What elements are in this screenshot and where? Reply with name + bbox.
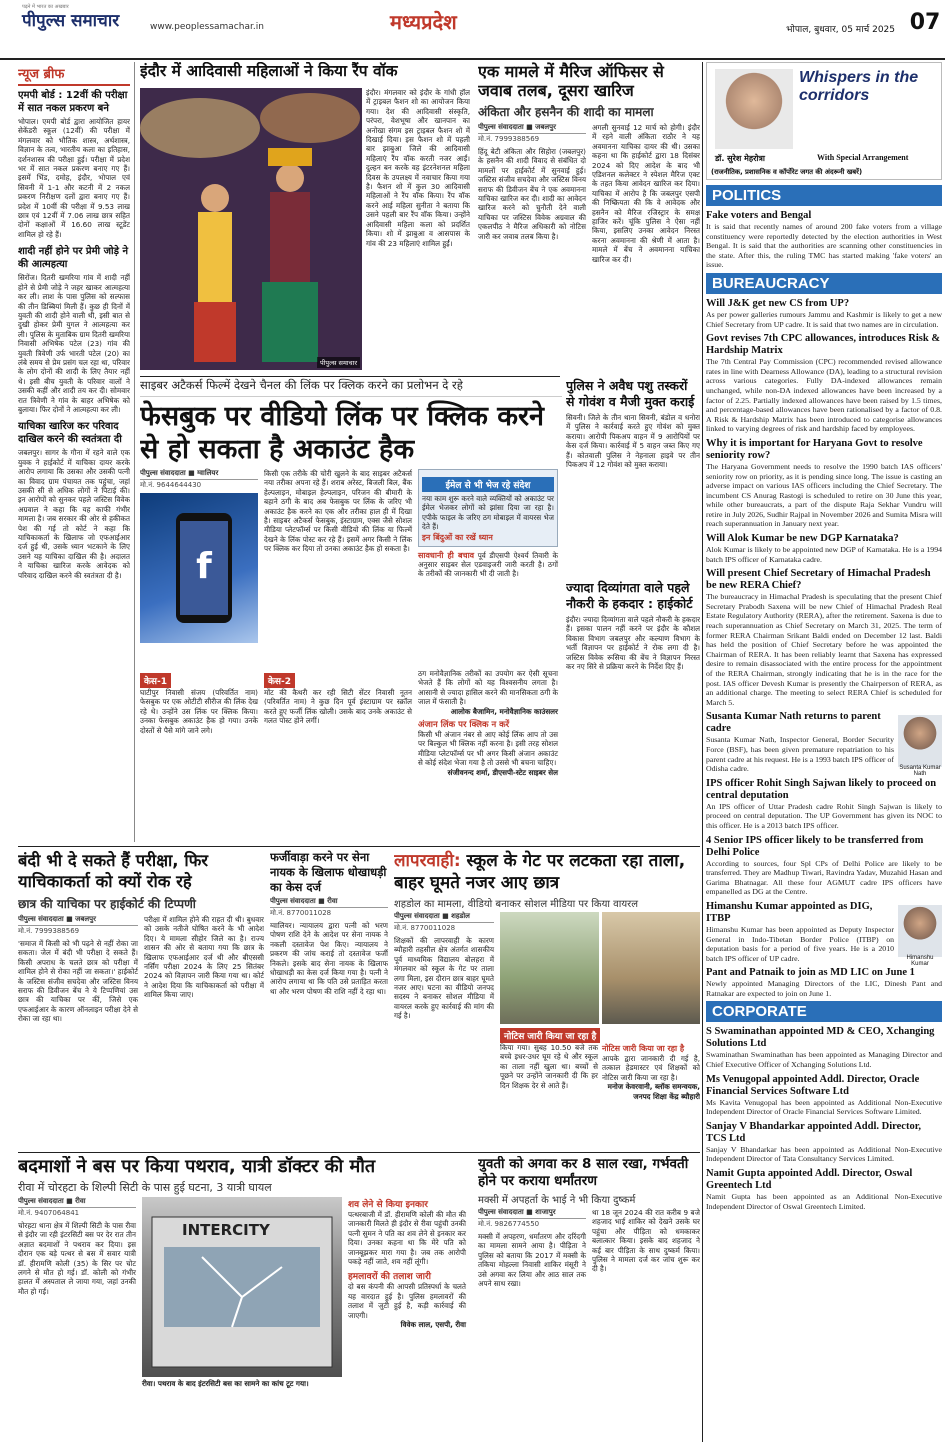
columnist-name: डॉ. सुरेश मेहरोत्रा	[715, 154, 765, 163]
mobile-number: मो.नं. 7999388569	[478, 135, 540, 143]
whisper-body: Newly appointed Managing Directors of the LIC, Dinesh Pant and Ratnakar are expected to join on June 1.	[706, 979, 942, 998]
byline: पीपुल्स संवाददाता ■ शाजापुर	[478, 1208, 586, 1219]
brief-headline: याचिका खारिज कर परिवाद दाखिल करने की स्वतंत्रता दी	[18, 421, 122, 446]
byline: पीपुल्स संवाददाता ■ शहडोल	[394, 912, 494, 923]
brief-body: भोपाल। एमपी बोर्ड द्वारा आयोजित हायर सेकेंडरी स्कूल (12वीं) की परीक्षा में मंगलवार को भौतिक शास्त्र, अर्थशास्त्र, विज्ञान के तत्व, भारतीय कला का इतिहास, दर्शनशास्त्र की परीक्षा हुई। परीक्षा में प्रदेश भर में सात नकल प्रकरण बनाए गए हैं। इसमें भिंड, दमोह, इंदौर, भोपाल एवं सिवनी में 1-1 और कटनी में 2 नकल प्रकरण निरीक्षण दलों द्वारा बनाए गए हैं। प्रदेश में 10वीं की परीक्षा में 9.53 लाख छात्र एवं 12वीं में 7.06 लाख छात्र सहित दोनों कक्षाओं में 16.60 लाख स्टूडेंट शामिल हो रहे हैं।	[18, 117, 130, 239]
whispers-subtitle: (राजनीतिक, प्रशासनिक व कॉर्पोरेट जगत की अंदरूनी खबरें)	[711, 168, 863, 176]
abduct-subhead: मक्सी में अपहर्ता के भाई ने भी किया दुष्कर्म	[478, 1195, 636, 1206]
quote-1: ठग मनोवैज्ञानिक तरीकों का उपयोग कर ऐसी सूचना भेजते हैं कि लोगों को यह विश्वसनीय लगता है। आसानी से ज्यादा हासिल करने की मानसिकता ठगी के जाल में फंसाती है।	[418, 669, 558, 707]
search-name: विवेक लाल, एसपी, रीवा	[400, 1320, 466, 1330]
caution-label: सावधानी ही बचाव	[418, 550, 475, 560]
brief-item	[18, 89, 130, 239]
whisper-headline: IPS officer Rohit Singh Sajwan likely to proceed on central deputation	[706, 777, 937, 801]
case-1	[140, 669, 258, 777]
cattle-body: सिवनी। जिले के तीन थाना सिवनी, बंडोल व धनोरा में पुलिस ने कार्रवाई करते हुए गोवंश को मुक्त कराया। आरोपी पिकअप वाहन में 9 आरोपियों पर केस दर्ज किया। कार्रवाई में 5 वाहन जब्त किए गए हैं। कोतवाली पुलिस ने नेहनाला हाइवे पर तीन पिकअप में 12 गोवंश को मुक्त कराया।	[566, 413, 700, 470]
byline: पीपुल्स संवाददाता ■ रीवा	[18, 1197, 136, 1208]
email-alert-title: ईमेल से भी भेज रहे संदेश	[422, 477, 554, 492]
whisper-body: Himanshu Kumar has been appointed as Deputy Inspector General in Indo-Tibetan Border Police (ITBP) on deputation basis for a period of five years. He is a 2010 batch IPS officer of UP cadre.	[706, 924, 894, 963]
whisper-body: Susanta Kumar Nath, Inspector General, Border Security Force (BSF), has been given premature repatriation to his parent cadre at his request. He is a 1993 batch IPS officer of Odisha cadre.	[706, 735, 894, 774]
arrangement-label: With Special Arrangement	[817, 153, 909, 162]
brief-headline: शादी नहीं होने पर प्रेमी जोड़े ने की आत्महत्या	[18, 246, 129, 271]
bureaucracy-band: BUREAUCRACY	[706, 273, 942, 294]
facebook-phone-photo	[140, 493, 258, 643]
students-photo	[602, 912, 701, 1024]
whisper-body: It is said that recently names of around 200 fake voters from a village constituency were reportedly detected by the election authorities in West Bengal. It is said that the authorities are scanning other constituencies in the state. After this, the ruling TMC has started making 'fake voters' an issue.	[706, 222, 942, 270]
right-column-content	[706, 182, 942, 1442]
school-body-1: शिक्षकों की लापरवाही के कारण ब्यौहारी तहसील क्षेत्र अंतर्गत शासकीय पूर्व माध्यमिक विद्यालय बोलहरा में मंगलवार को स्कूल के गेट पर ताला लगा मिला, इस दौरान छात्र बाहर घूमते नजर आए। घटना का वीडियो जनपद सदस्य ने बनाकर सोशल मीडिया में वायरल करके हुए कार्रवाई की मांग की गई है।	[394, 936, 494, 1021]
email-alert-box	[418, 469, 558, 547]
dateline: भोपाल, बुधवार, 05 मार्च 2025	[786, 25, 895, 35]
fraud-headline: फर्जीवाड़ा करने पर सेना नायक के खिलाफ धोखाधड़ी का केस दर्ज	[270, 850, 387, 894]
school-body-2: किया गया। सुबह 10.50 बजे तक बच्चे इधर-उधर घूम रहे थे और स्कूल का ताला नहीं खुला था। बच्चों से पूछने पर उन्होंने जानकारी दी कि हर दिन शिक्षक देर से आते हैं।	[500, 1043, 598, 1090]
ramp-walk-illustration	[140, 88, 362, 370]
bus-photo-caption: रीवा। पथराव के बाद इंटरसिटी बस का सामने का कांच टूट गया।	[142, 1379, 309, 1388]
masthead	[0, 0, 945, 60]
brand-tagline: पढ़ने में भारत का अखबार	[22, 4, 69, 10]
whisper-headline: Govt revises 7th CPC allowances, introduces Risk & Hardship Matrix	[706, 333, 941, 357]
svg-text:f: f	[196, 546, 212, 587]
search-body: दो बस कंपनी की आपसी प्रतिस्पर्धा के चलते यह वारदात हुई है। पुलिस हमलावरों की तलाश में जुटी हुई है, कड़ी कार्रवाई की जाएगी।	[348, 1282, 466, 1320]
bus-story	[18, 1156, 472, 1442]
email-alert-body: नया काम शुरू करने वाले व्यक्तियों को अकाउंट पर ईमेल भेजकर लोगों को झांसा दिया जा रहा है। एपीके फाइल के जरिए ठग मोबाइल में वायरस भेज देते हैं।	[422, 494, 554, 532]
whisper-item	[706, 835, 942, 897]
whisper-item	[706, 711, 942, 778]
jobs-story	[566, 580, 700, 842]
section-title: मध्यप्रदेश	[390, 10, 457, 34]
whisper-body: The Haryana Government needs to resolve the 1990 batch IAS officers' seniority row on priority, as it is pending since long. The issue is casting an adverse impact on various IAS officers including the Chief Secretary. The incumbent CS Anurag Rastogi is scheduled to retire on 30 June this year, while other bureaucrats, a part of the dispute Raja Sekhar Vundru will retire in July 2026, Sudhir Rajpal in November 2026 and Sumita Misra will reach superannuation in January next year.	[706, 461, 942, 529]
quote-2: किसी भी अंजान नंबर से आए कोई लिंक आप तो उस पर बिल्कुल भी क्लिक नहीं करना है। इसी तरह सोशल मीडिया प्लेटफॉर्म्स पर भी अगर किसी अंजान अकाउंट से कोई संदेश भेजा गया है तो उससे भी बचना चाहिए।	[418, 730, 558, 768]
case-1-body: घाटीपुर निवासी संजय (परिवर्तित नाम) फेसबुक पर एक ओटीटी सीरीज की लिंक देख रहे थे। उन्होंने उस लिंक पर क्लिक किया। उनका फेसबुक अकाउंट हैक हो गया। उनके दोस्तों से पैसे मांगे जाने लगे।	[140, 688, 258, 735]
whisper-headline: Why it is important for Haryana Govt to resolve seniority row?	[706, 437, 923, 461]
exam-body-1: 'समाज में किसी को भी पढ़ने से नहीं रोका जा सकता। जेल में बंदी भी परीक्षा दे सकते हैं। किसी अपराध के चलते छात्र को परीक्षा में शामिल होने से रोका नहीं जा सकता।' हाईकोर्ट के जस्टिस संजीव सचदेवा और जस्टिस विनय सराफ की डिवीजन बेंच ने ये टिप्पणियां उस छात्र की याचिका पर कीं, जिसे एक एफआईआर के कारण ऑनलाइन परीक्षा देने से रोका जा रहा था।	[18, 939, 138, 1024]
facebook-kicker: साइबर अटैकर्स फिल्में देखने चैनल की लिंक पर क्लिक करने का प्रलोभन दे रहे	[140, 378, 562, 397]
facebook-story	[140, 378, 562, 844]
marriage-headline: एक मामले में मैरिज ऑफिसर से जवाब तलब, दूसरा खारिज	[478, 62, 664, 100]
bus-headline: बदमाशों ने बस पर किया पथराव, यात्री डॉक्टर की मौत	[18, 1156, 376, 1177]
whisper-headline: Will Alok Kumar be new DGP Karnataka?	[706, 533, 899, 545]
mobile-number: मो.नं. 9407064841	[18, 1209, 80, 1217]
news-brief-column	[18, 64, 130, 844]
school-headline-block	[394, 850, 700, 894]
ramp-body: इंदौर। मंगलवार को इंदौर के गांधी हॉल में ट्राइबल फैशन शो का आयोजन किया गया। देश की आदिवासी संस्कृति, परंपरा, वेशभूषा और खानपान का अनोखा संगम इस ट्राइबल फैशन शो में दिखाई दिया। इस फैशन शो में पहली बार झाबुआ जिले की आदिवासी महिलाएं रैंप वॉक करती नजर आईं। दुल्हन बन करके वह इंटरनेशनल महिला दिवस के उपलक्ष्य में नवाचार किया गया है। फैशन शो में कुल 30 आदिवासी महिलाओं ने रैंप वॉक किया। रैंप वॉक करने आई महिला सुनीता ने बताया कि उसने पहली बार रैंप वॉक किया। उन्होंने आदिवासी महिला कला को प्रदर्शित किया। शो में झाबुआ व आसपास के गांव की 23 महिलाएं शामिल हुईं।	[366, 88, 470, 248]
whisper-body: Swaminathan Swaminathan has been appointed as Managing Director and Chief Executive Officer of Xchanging Solutions Ltd.	[706, 1050, 942, 1070]
whisper-item	[706, 1168, 942, 1211]
whisper-headline: Will J&K get new CS from UP?	[706, 297, 850, 309]
whisper-headline: Sanjay V Bhandarkar appointed Addl. Director, TCS Ltd	[706, 1120, 922, 1144]
school-kicker: लापरवाही:	[394, 851, 461, 871]
facebook-body: किसी एक तरीके की चोरी खुलने के बाद साइबर अटैकर्स नया तरीका अपना रहे हैं। शराब अरेस्ट, बिजली बिल, बैंक हेल्पलाइन, मोबाइल हेल्पलाइन, परिजन की बीमारी के बहाने ठगी के बाद अब फेसबुक पर लिंक के जरिए भी अकाउंट हैक करने का एक और तरीका हाल ही में दिखा है। साइबर अटैकर्स फेसबुक, इंस्टाग्राम, एक्स जैसे सोशल मीडिया प्लेटफॉर्म्स पर किसी वीडियो की लिंक या फिल्में देखने के लिंक पोस्ट कर रहे हैं। इसमें अगर किसी ने लिंक पर क्लिक कर दिया तो उनका अकाउंट हैक हो सकता है।	[264, 469, 412, 554]
whisper-item	[706, 533, 942, 564]
corporate-band: CORPORATE	[706, 1001, 942, 1022]
school-photo-caption: नोटिस जारी किया जा रहा है	[500, 1028, 600, 1043]
search-title: हमलावरों की तलाश जारी	[348, 1272, 431, 1283]
politics-list	[706, 210, 942, 270]
school-photos	[500, 912, 700, 1024]
jobs-headline: ज्यादा दिव्यांगता वाले पहले नौकरी के हकदार : हाईकोर्ट	[566, 580, 693, 611]
exam-subhead: छात्र की याचिका पर हाईकोर्ट की टिप्पणी	[18, 897, 196, 911]
whisper-body: According to sources, four Spl CPs of Delhi Police are likely to be transferred. They are Madhup Tiwari, Ravindra Yadav, Muzahid Hasan and Garima Bhatnagar. All these four AGMUT cadre IPS officers have empanelled as DG at the Centre.	[706, 858, 942, 897]
school-gate-photo	[500, 912, 599, 1024]
brand-logo: पीपुल्स समाचार	[22, 11, 120, 31]
ramp-headline: इंदौर में आदिवासी महिलाओं ने किया रैंप वॉक	[140, 62, 398, 80]
byline: पीपुल्स संवाददाता ■ जबलपुर	[478, 123, 586, 134]
whisper-body: Sanjay V Bhandarkar has been appointed as Additional Non-Executive Independent Director of Tata Consultancy Services Limited.	[706, 1144, 942, 1164]
whisper-item	[706, 900, 942, 967]
exam-story	[18, 850, 264, 1150]
mobile-number: मो.नं. 9644644430	[140, 481, 202, 489]
whisper-body: An IPS officer of Uttar Pradesh cadre Rohit Singh Sajwan is likely to proceed on central deputation. The UP Government has given its NOC to this officer. He is a 2013 batch IPS officer.	[706, 801, 942, 830]
photo-credit: पीपुल्स समाचार	[317, 357, 360, 368]
whisper-body: Namit Gupta has been appointed as an Additional Non-Executive Independent Director of Oswal Greentech Limited.	[706, 1192, 942, 1211]
jobs-body: इंदौर। ज्यादा दिव्यांगता वाले पहले नौकरी के हकदार हैं। इसका पालन नहीं करने पर इंदौर के कौशल विकास विभाग जबलपुर और कल्याण विभाग के भर्ती विज्ञापन पर हाईकोर्ट ने रोक लगा दी है। जस्टिस विवेक रूसिया की बेंच ने विज्ञापन निरस्त कर नए सिरे से प्रक्रिया करने के निर्देश दिए हैं।	[566, 615, 700, 672]
whisper-headline: Pant and Patnaik to join as MD LIC on June 1	[706, 967, 915, 979]
facebook-headline: फेसबुक पर वीडियो लिंक पर क्लिक करने से हो सकता है अकाउंट हैक	[140, 401, 545, 465]
site-url[interactable]: www.peoplessamachar.in	[150, 22, 264, 32]
whisper-item	[706, 298, 942, 329]
news-brief-title: न्यूज ब्रीफ	[18, 64, 130, 86]
quote-1-name: आलोक बैजामिन, मनोवैज्ञानिक काउंसलर	[450, 706, 558, 716]
whisper-item	[706, 333, 942, 434]
whisper-item	[706, 210, 942, 270]
exam-headline: बंदी भी दे सकते हैं परीक्षा, फिर याचिकाकर्ता को क्यों रोक रहे	[18, 851, 209, 891]
abduct-story	[478, 1156, 700, 1442]
mobile-number: मो.नं. 9826774550	[478, 1220, 540, 1228]
email-alert-sub: इन बिंदुओं का रखें ध्यान	[422, 532, 493, 542]
whisper-headline: 4 Senior IPS officer likely to be transferred from Delhi Police	[706, 834, 924, 858]
cattle-story	[566, 378, 700, 578]
byline: पीपुल्स संवाददाता ■ रीवा	[270, 897, 388, 908]
caution-block	[418, 551, 558, 579]
brief-headline: एमपी बोर्ड : 12वीं की परीक्षा में सात नकल प्रकरण बने	[18, 90, 128, 114]
whisper-body: As per power galleries rumours Jammu and Kashmir is likely to get a new Chief Secretary from UP cadre. It is said that two names are in circulation.	[706, 309, 942, 329]
marriage-body-1: हिंदू बेटी अंकिता और सिहोरा (जबलपुर) के हसनैन की शादी विवाद से संबंधित दो मामलों पर हाईकोर्ट में सुनवाई हुई। जस्टिस संजीव सचदेवा और जस्टिस विनय सराफ की डिवीजन बेंच ने एक अवमानना याचिका खारिज कर दी। शादी का आवेदन खारिज करने को चुनौती देने वाली याचिका पर जस्टिस विवेक अग्रवाल की एकलपीठ ने मैरिज अधिकारी को नोटिस जारी कर जवाब तलब किया है।	[478, 147, 586, 241]
quote-2-name: संजीवनन्द शर्मा, डीएसपी-स्टेट साइबर सेल	[447, 767, 558, 777]
mobile-number: मो.नं. 8770011028	[270, 909, 332, 917]
whisper-item	[706, 438, 942, 529]
caution-body: पूर्व डीएसपी ऐश्वर्य तिवारी के अनुसार साइबर सेल एडवाइजरी जारी करती है। ठगों के तरीकों की जानकारी भी दी जाती है।	[418, 550, 558, 579]
bureaucracy-list	[706, 298, 942, 999]
officer-photo-label: Himanshu Kumar	[906, 954, 934, 967]
whisper-item	[706, 778, 942, 831]
bus-subhead: रीवा में चोरहटा के शिल्पी सिटी के पास हुई घटना, 3 यात्री घायल	[18, 1181, 272, 1194]
whisper-headline: S Swaminathan appointed MD & CEO, Xchanging Solutions Ltd	[706, 1026, 935, 1050]
case-1-label: केस-1	[140, 673, 171, 688]
byline: पीपुल्स संवाददाता ■ ग्वालियर	[140, 469, 258, 480]
quote-2-title: अंजान लिंक पर क्लिक न करें	[418, 720, 510, 731]
abduct-body-1: मक्सी में अपहरण, धर्मांतरण और दरिंदगी का मामला सामने आया है। पीड़िता ने पुलिस को बताया कि 2017 में मक्सी के तकिया मोहल्ला निवासी शाकिर मंसूरी ने उसे अगवा कर लिया और आठ साल तक अपने साथ रखा।	[478, 1232, 586, 1289]
marriage-body-2: अगली सुनवाई 12 मार्च को होगी। इंदौर में रहने वाली अंकिता राठौर ने यह अवमानना याचिका दायर की थी। उसका कहना था कि हाईकोर्ट द्वारा 18 दिसंबर 2024 को दिए आदेश के बाद भी एडिशनल कलेक्टर ने स्पेशल मैरिज एक्ट के तहत किया आवेदन खारिज कर दिया। याचिका में आरोप है कि जबलपुर एसपी की निष्क्रियता की कि वे आवेदक और हसनैन को मैरिज रजिस्ट्रार के समक्ष हाजिर करें। चूंकि पुलिस ने ऐसा नहीं किया, इसलिए उनका आवेदन निरस्त करना अवमानना की श्रेणी में आता है। मामले में बेंच ने अवमानना याचिका खारिज कर दी।	[592, 123, 700, 264]
whisper-headline: Will present Chief Secretary of Himachal Pradesh be new RERA Chief?	[706, 568, 931, 592]
case-2-body: मोंट की कैथरी कर रही सिटी सेंटर निवासी नूतन (परिवर्तित नाम) ने कुछ दिन पूर्व इंस्टाग्राम पर स्क्रॉल करते हुए फर्जी लिंक खोली। उसके बाद उनके अकाउंट से गलत पोस्ट होने लगीं।	[264, 688, 412, 726]
whisper-headline: Fake voters and Bengal	[706, 210, 812, 221]
officer-photo-label: Susanta Kumar Nath	[899, 765, 941, 778]
byline: पीपुल्स संवाददाता ■ जबलपुर	[18, 915, 138, 926]
whisper-body: The 7th Central Pay Commission (CPC) recommended revised allowance rates in line with Dearness Allowance (DA), leading to a structural revision across various categories. Fully DA-indexed allowances remain unchanged, while non-DA indexed allowances have been increased by a factor of 2.25. Partially indexed allowances have been raised by 1.5 times, and percentage-based allowances have been rationalised by a factor of 0.8. A Risk & Hardship Matrix has been introduced to categorise allowances linked to varying degrees of risk and hardship faced by employees.	[706, 357, 942, 434]
whispers-logo: Whispers in the corridors	[799, 69, 919, 104]
abduct-body-2: था 18 जून 2024 की रात करीब 9 बजे शहजाद भाई शाकिर को देखने उसके घर पहुंचा और पीड़िता को धमकाकर बलात्कार किया। इसके बाद शहजाद ने कई बार पीड़िता के साथ दुष्कर्म किया। पुलिस ने मामला दर्ज कर जांच शुरू कर दी है।	[592, 1208, 700, 1274]
whisper-headline: Himanshu Kumar appointed as DIG, ITBP	[706, 900, 873, 924]
case-2-label: केस-2	[264, 673, 295, 688]
school-story	[394, 850, 700, 1150]
ramp-walk-photo	[140, 88, 362, 370]
whisper-item	[706, 1121, 942, 1164]
officer-photo	[898, 905, 942, 967]
marriage-story	[478, 62, 700, 372]
whisper-item	[706, 568, 942, 707]
abduct-headline: युवती को अगवा कर 8 साल रखा, गर्भवती होने पर कराया धर्मांतरण	[478, 1156, 689, 1189]
bus-photo	[142, 1197, 342, 1377]
marriage-subhead: अंकिता और हसनैन की शादी का मामला	[478, 105, 654, 119]
side-body: पत्थरबाजी में डॉ. हीरामणि कोली की मौत की जानकारी मिलते ही इंदौर से रीवा पहुंची उनकी पत्नी सुमन ने पति का शव लेने से इनकार कर दिया। उनका कहना था कि मेरे पति को जानबूझकर मारा गया है। जब तक आरोपी पकड़े नहीं जाते, शव नहीं लूंगी।	[348, 1210, 466, 1267]
case-2	[264, 669, 412, 777]
politics-band: POLITICS	[706, 185, 942, 206]
whisper-body: Ms Kavita Venugopal has been appointed as Additional Non-Executive Independent Director of Oracle Financial Services Software Limited.	[706, 1097, 942, 1117]
bus-label: INTERCITY	[182, 1221, 270, 1239]
mobile-number: मो.नं. 7999388569	[18, 927, 80, 935]
whisper-body: Alok Kumar is likely to be appointed new DGP of Karnataka. He is a 1994 batch IPS officer of Karnataka cadre.	[706, 545, 942, 564]
cattle-headline: पुलिस ने अवैध पशु तस्करों से गोवंश व मैजी मुक्त कराई	[566, 378, 695, 409]
whisper-headline: Ms Venugopal appointed Addl. Director, Oracle Financial Services Software Ltd	[706, 1073, 920, 1097]
whisper-headline: Susanta Kumar Nath returns to parent cadre	[706, 711, 881, 735]
whisper-body: The bureaucracy in Himachal Pradesh is speculating that the present Chief Secretary Prabodh Saxena will be new Chief of Himachal Pradesh Real Estate Regulatory Authority (RERA), after the retirement. Saxena is due to reach superannuation as Chief Secretary on March 31, 2025. The term of former RERA Chairman Srikant Baldi ended on December 12 last. Baldi has held the position of Chief Secretary before he was appointed the Chairman of RERA. It has been reliably learnt that Saxena has expressed desire to remain disassociated with the entire process for the appointment of the RERA Chairman, strongly indicating that he is in the race for the post. IAS officer Devesh Kumar is presently the Chairperson of RERA, as an additional charge. The meeting to select RERA Chief is scheduled for March 5.	[706, 592, 942, 707]
notice-body: आपके द्वारा जानकारी दी गई है, तत्काल हेडमास्टर एवं शिक्षकों को नोटिस जारी किया जा रहा है।	[602, 1054, 700, 1082]
whispers-header	[706, 62, 942, 180]
fraud-body: ग्वालियर। न्यायालय द्वारा पत्नी को भरण पोषण राशि देने के आदेश पर सेना नायक ने नकली दस्तावेज पेश किए। न्यायालय ने प्रकरण की जांच कराई तो दस्तावेज फर्जी निकले। इसके बाद सेना नायक के खिलाफ धोखाधड़ी का केस दर्ज किया गया है। पत्नी ने आरोप लगाया था कि पति उसे प्रताड़ित करता था और भरण पोषण की राशि नहीं दे रहा था।	[270, 921, 388, 996]
school-subhead: शहडोल का मामला, वीडियो बनाकर सोशल मीडिया पर किया वायरल	[394, 899, 638, 910]
side-title: शव लेने से किया इनकार	[348, 1200, 428, 1210]
whisper-item	[706, 1074, 942, 1117]
school-headline: स्कूल के गेट पर लटकता रहा ताला, बाहर घूमते नजर आए छात्र	[394, 851, 686, 893]
brief-item	[18, 245, 130, 414]
mobile-number: मो.नं. 8770011028	[394, 924, 456, 932]
notice-label: नोटिस जारी किया जा रहा है	[602, 1044, 685, 1053]
corporate-list	[706, 1026, 942, 1211]
facebook-logo-illustration	[140, 493, 258, 643]
whisper-item	[706, 967, 942, 998]
brief-body: सिरोंज। दितरी खमरिया गांव में शादी नहीं होने से प्रेमी जोड़े ने जहर खाकर आत्महत्या कर ली। लाश के पास पुलिस को सल्फास की तीन डिब्बियां मिली हैं। कुछ ही दिनों में युवती की शादी होने वाली थी, इसी बात से दुखी होकर प्रेमी युगल ने आत्महत्या कर ली। पुलिस के मुताबिक ग्राम दितरी खमरिया निवासी अभिषेक पटेल (23) गांव की युवती त्रिवेणी उर्फ भारती पटेल (20) का लंबे समय से प्रेम प्रसंग चल रहा था, परिवार के लोग दोनों की शादी के लिए तैयार नहीं थे। इसी बीच युवती के परिवार वालों ने उसकी कहीं और शादी तय कर दी। सोमवार रात त्रिवेणी ने गांव के बाहर अभिषेक को बुलाया। फिर दोनों ने आत्महत्या कर ली।	[18, 273, 130, 414]
officer-photo	[898, 715, 942, 778]
whisper-item	[706, 1026, 942, 1069]
columnist-photo	[715, 69, 793, 149]
whisper-headline: Namit Gupta appointed Addl. Director, Oswal Greentech Ltd	[706, 1168, 913, 1192]
brief-item	[18, 420, 130, 580]
ramp-walk-story	[140, 62, 470, 372]
page-number: 07	[905, 10, 945, 40]
notice-name: मनोज केवरवानी, ब्लॉक समन्वयक, जनपद शिक्षा केंद्र ब्यौहारी	[607, 1082, 700, 1101]
bus-body: चोरहटा थाना क्षेत्र में शिल्पी सिटी के पास रीवा से इंदौर जा रही इंटरसिटी बस पर देर रात तीन अज्ञात बदमाशों ने पथराव कर दिया। इस दौरान एक बड़े पत्थर से बस में सवार यात्री डॉ. हीरामणि कोली (35) के सिर पर चोट लगने से मौत हो गई। डॉ. कोली को गंभीर हालत में अस्पताल ले जाया गया, जहां उनकी मौत हो गई।	[18, 1221, 136, 1296]
exam-body-2: परीक्षा में शामिल होने की राहत दी थी। बुधवार को उसके नतीजे घोषित करने के भी आदेश दिए। ये मामला सीहोर जिले का है। राज्य शासन की ओर से बताया गया कि छात्र के खिलाफ एफआईआर दर्ज थी और बीएससी नर्सिंग परीक्षा 2024 के लिए 25 सितंबर 2024 को विज्ञापन जारी किया गया था। कोर्ट ने आदेश दिया कि याचिकाकर्ता को परीक्षा में शामिल किया जाए।	[144, 915, 264, 1000]
brief-body: जबलपुर। सागर के गौना में रहने वाले एक युवक ने हाईकोर्ट में याचिका दायर करके आरोप लगाया कि उसका और उसकी पत्नी का विवाद ग्राम पंचायत तक पहुंचा, जहां उसकी सी से अधिक लोगों ने पिटाई की। इन आरोपों को सुनकर पहले जस्टिस विवेक अग्रवाल ने कहा कि यह काफी गंभीर मामला है। जब सरकार की ओर से हकीकत पेश की गई तो कोर्ट ने कहा कि याचिकाकर्ता के खिलाफ जो एफआईआर दर्ज हुई थी, उसके ध्यान भटकाने के लिए उसने यह याचिका दाखिल की है। अदालत ने याचिका खारिज करके आवेदक को परिवाद दाखिल करने की स्वतंत्रता दी है।	[18, 448, 130, 580]
fraud-story	[270, 850, 388, 1150]
